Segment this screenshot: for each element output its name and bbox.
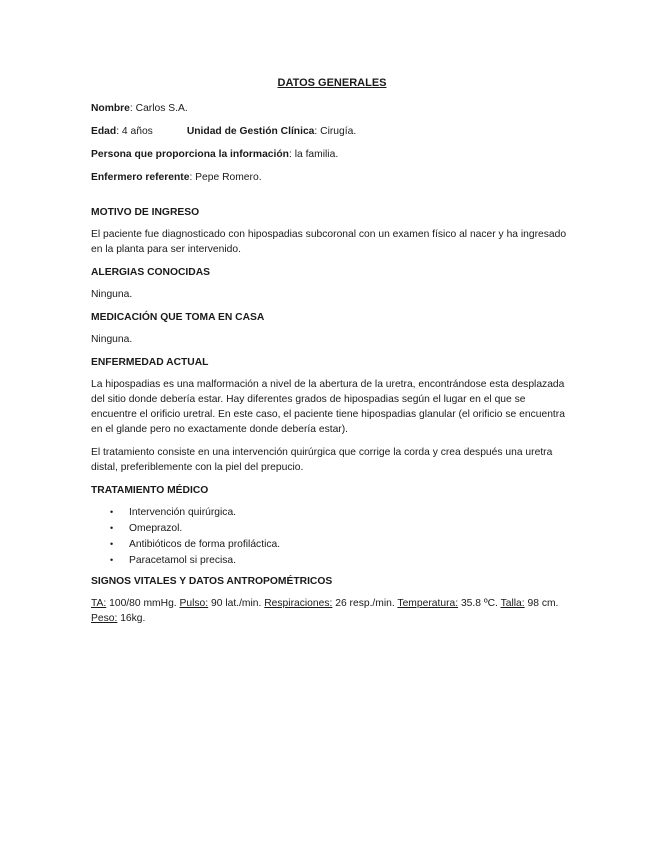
list-item-text: Omeprazol. (129, 523, 183, 534)
list-item-text: Intervención quirúrgica. (129, 507, 237, 518)
motivo-text: El paciente fue diagnosticado con hipospadias subcoronal con un examen físico al nacer y ha ingresado en la planta para ser intervenido. (91, 229, 567, 255)
edad-value: : 4 años (116, 126, 153, 137)
alergias-text: Ninguna. (91, 289, 133, 300)
nombre-label: Nombre (91, 103, 130, 114)
document-body (91, 76, 571, 634)
list-item (91, 521, 571, 536)
talla-value: 98 cm. (524, 598, 559, 609)
nombre-row (91, 101, 571, 116)
motivo-heading: MOTIVO DE INGRESO (91, 207, 200, 218)
bullet-icon: • (110, 507, 114, 517)
unidad-label: Unidad de Gestión Clínica (186, 126, 315, 137)
unidad-value: : Cirugía. (314, 126, 357, 137)
list-item-text: Paracetamol si precisa. (129, 555, 237, 566)
respiraciones-value: 26 resp./min. (332, 598, 398, 609)
temperatura-value: 35.8 ºC. (458, 598, 501, 609)
enfermero-row (91, 170, 571, 185)
enfermedad-paragraph-2: El tratamiento consiste en una intervención quirúrgica que corrige la corda y crea después una uretra distal, preferiblemente con la piel del prepucio. (91, 447, 553, 473)
document-title: DATOS GENERALES (277, 77, 387, 89)
pulso-value: 90 lat./min. (208, 598, 265, 609)
persona-row (91, 147, 571, 162)
pulso-label: Pulso: (179, 598, 209, 609)
bullet-icon: • (110, 555, 114, 565)
edad-label: Edad (91, 126, 117, 137)
respiraciones-label: Respiraciones: (264, 598, 333, 609)
enfermero-value: : Pepe Romero. (189, 172, 262, 183)
medicacion-text: Ninguna. (91, 334, 133, 345)
list-item-text: Antibióticos de forma profiláctica. (129, 539, 281, 550)
nombre-value: : Carlos S.A. (129, 103, 188, 114)
list-item (91, 553, 571, 568)
alergias-heading: ALERGIAS CONOCIDAS (91, 267, 210, 278)
enfermero-label: Enfermero referente (91, 172, 190, 183)
persona-value: : la familia. (288, 149, 339, 160)
bullet-icon: • (110, 539, 114, 549)
enfermedad-heading: ENFERMEDAD ACTUAL (91, 357, 209, 368)
signos-heading: SIGNOS VITALES Y DATOS ANTROPOMÉTRICOS (91, 576, 333, 587)
ta-label: TA: (91, 598, 107, 609)
ta-value: 100/80 mmHg. (106, 598, 180, 609)
talla-label: Talla: (500, 598, 525, 609)
edad-unidad-row (91, 124, 571, 139)
signos-text (91, 596, 571, 626)
list-item (91, 505, 571, 520)
enfermedad-paragraph-1: La hipospadias es una malformación a nivel de la abertura de la uretra, encontrándose esta desplazada del sitio donde debería estar. Hay diferentes grados de hipospadias según el lugar en el que se encuentre el orificio uretral. En este caso, el paciente tiene hipospadias glanular (el orificio se encuentra en el glande pero no exactamente donde debería estar). (91, 379, 565, 435)
peso-value: 16kg. (117, 613, 146, 624)
medicacion-heading: MEDICACIÓN QUE TOMA EN CASA (91, 312, 265, 323)
list-item (91, 537, 571, 552)
temperatura-label: Temperatura: (397, 598, 459, 609)
tratamiento-list (91, 505, 571, 568)
bullet-icon: • (110, 523, 114, 533)
persona-label: Persona que proporciona la información (91, 149, 289, 160)
tratamiento-heading: TRATAMIENTO MÉDICO (91, 485, 209, 496)
peso-label: Peso: (91, 613, 118, 624)
